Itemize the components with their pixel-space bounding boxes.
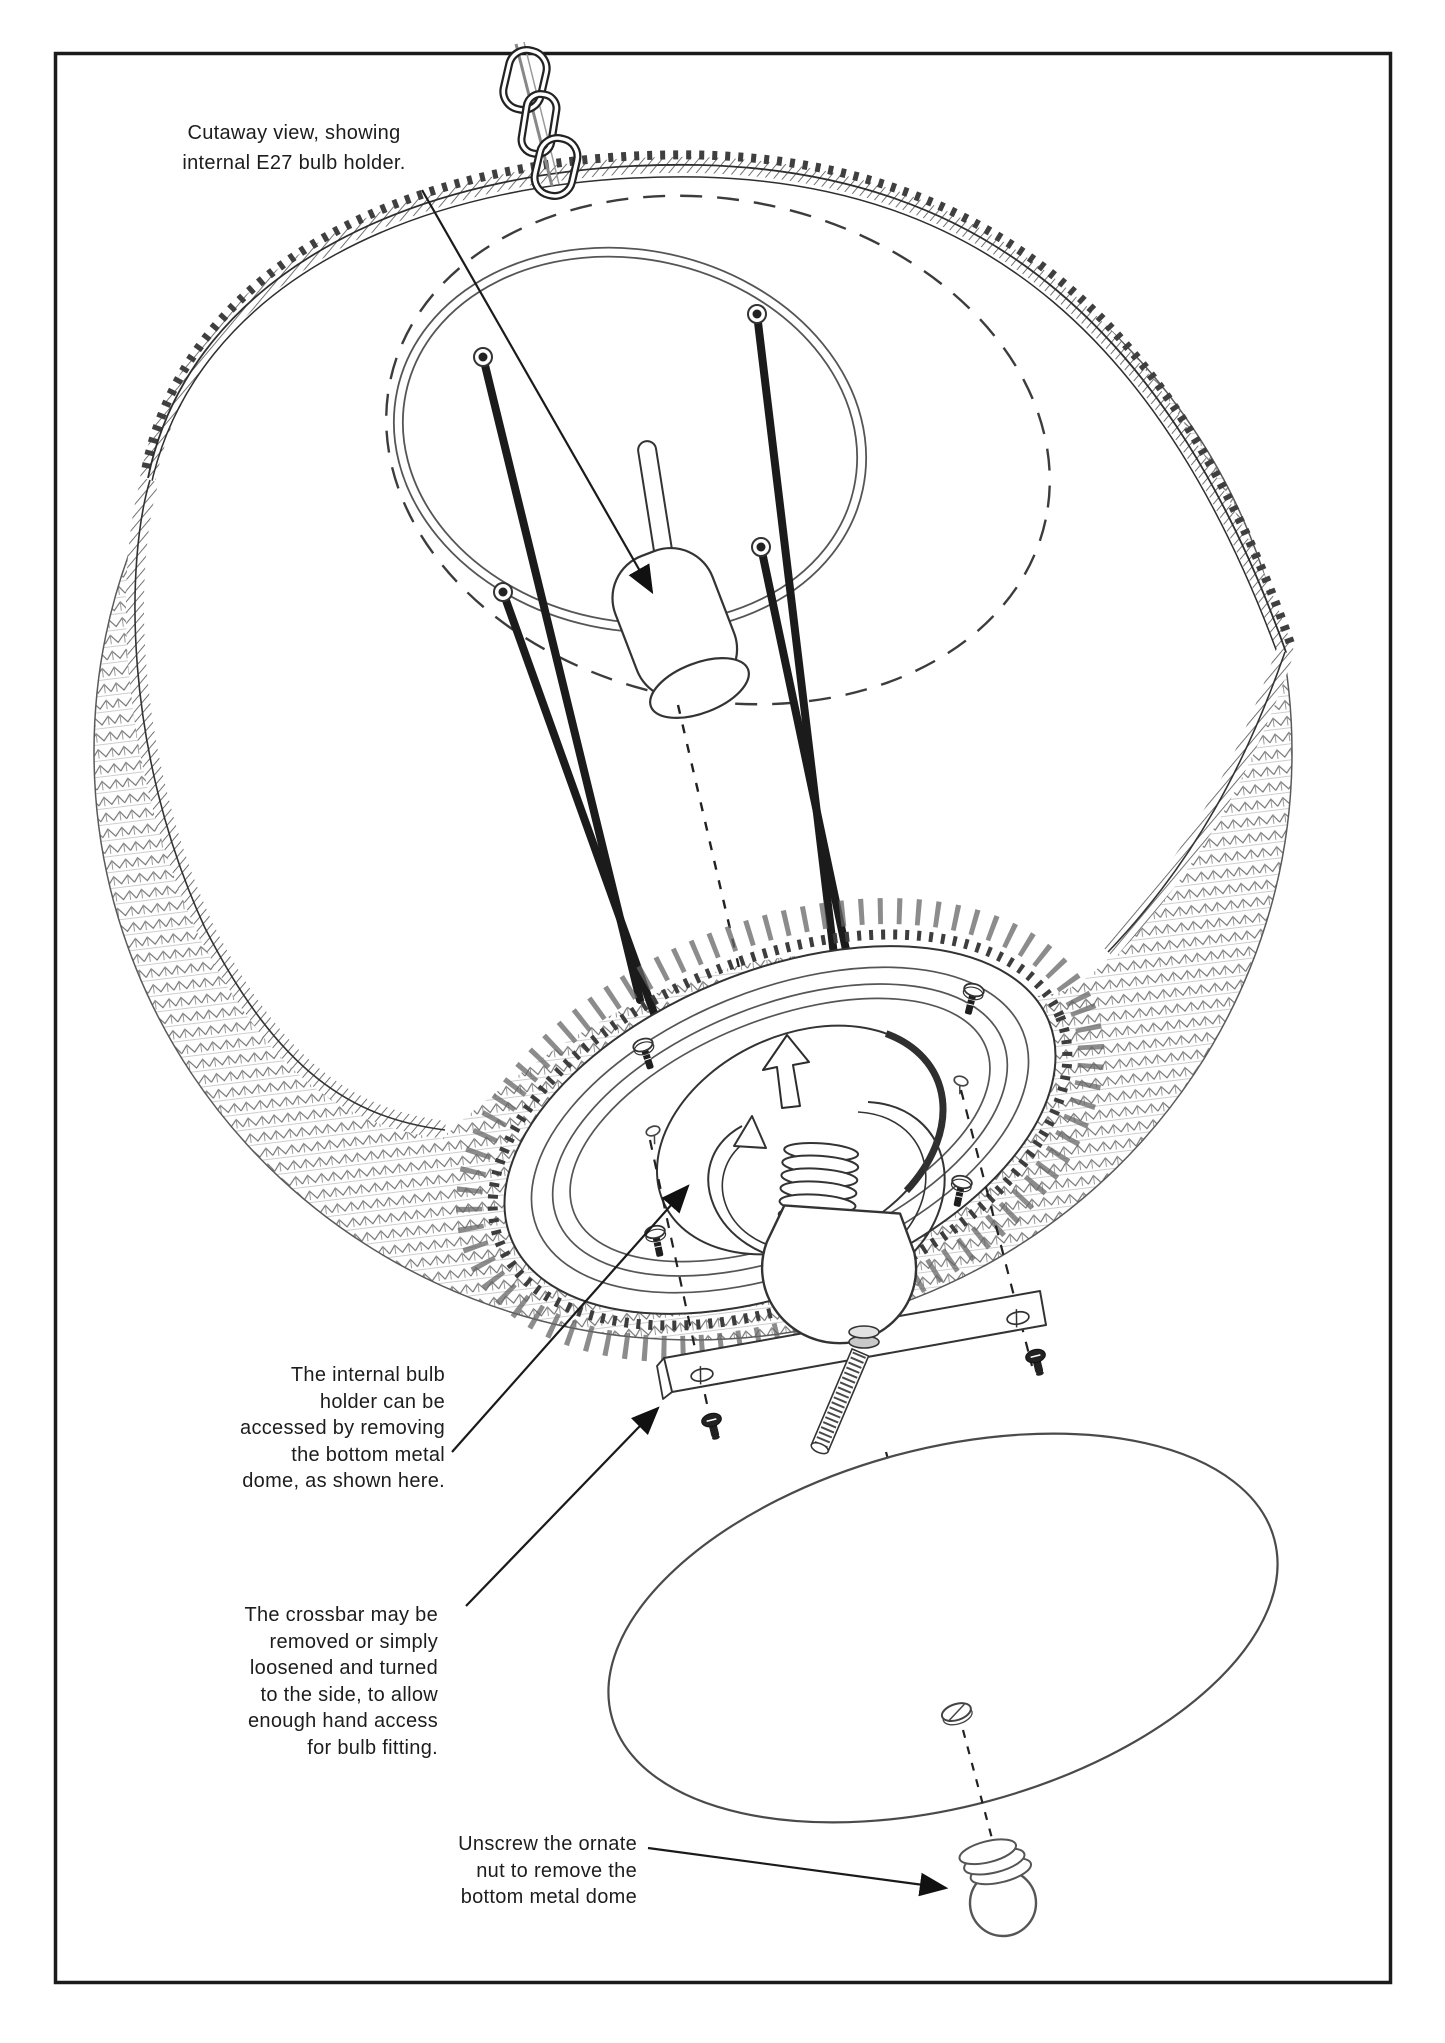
annotation-line: for bulb fitting. <box>307 1736 438 1759</box>
annotation-line: the bottom metal <box>291 1443 445 1466</box>
annotation-line: The internal bulb <box>290 1364 445 1386</box>
annotation-line: bottom metal dome <box>460 1886 637 1908</box>
annotation-cutaway-view <box>158 118 430 178</box>
annotation-line: internal E27 bulb holder. <box>182 152 406 174</box>
threaded-boss <box>849 1326 879 1348</box>
leader-ornate-nut <box>648 1848 946 1888</box>
annotation-line: loosened and turned <box>249 1657 438 1679</box>
ornate-nut <box>957 1832 1036 1936</box>
annotation-line: nut to remove the <box>476 1859 637 1882</box>
annotation-line: removed or simply <box>269 1630 438 1653</box>
annotation-line: dome, as shown here. <box>242 1470 445 1492</box>
leader-crossbar <box>466 1408 658 1606</box>
annotation-line: holder can be <box>319 1390 445 1413</box>
annotation-line: The crossbar may be <box>244 1604 438 1626</box>
annotation-line: Unscrew the ornate <box>458 1833 637 1855</box>
annotation-bulb-holder-access <box>185 1362 445 1495</box>
annotation-line: to the side, to allow <box>260 1683 438 1706</box>
annotation-line: accessed by removing <box>240 1417 445 1439</box>
annotation-line: Cutaway view, showing <box>187 122 401 144</box>
annotation-ornate-nut <box>387 1831 637 1911</box>
annotation-crossbar <box>185 1602 438 1761</box>
bottom-metal-dome <box>565 1366 1320 1889</box>
annotation-line: enough hand access <box>248 1710 438 1732</box>
